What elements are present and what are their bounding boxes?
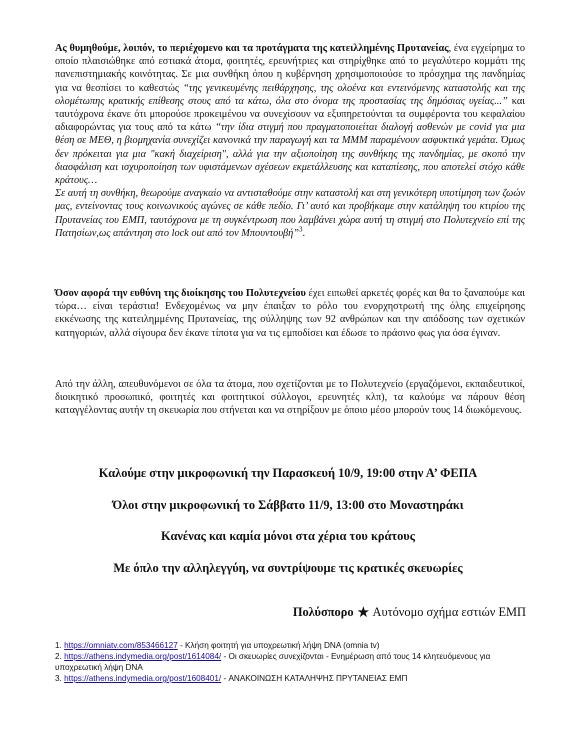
star-icon: ★ [356,605,371,621]
intro-text-a: , ένα εγχείρημα το οποίο πλαισιώθηκε από εστιακά άτομα, φοιτητές, ερευνήτριες και στηρίχθηκε από το μεγαλύτερο κομμάτι της πανεπιστημιακής κοινότητας. Σε μια συνθήκη όπου η κυβέρνηση χρησιμοποιούσε το πρόσχημα της πανδημίας για να θεσπίσει το καθεστώς [55,43,526,94]
call-solidarity: Με όπλο την αλληλεγγύη, να συντρίψουμε τις κρατικές σκευωρίες [113,561,463,575]
footnote-2 [55,652,530,673]
signature-rest: Αυτόνομο σχήμα εστιών ΕΜΠ [372,605,526,619]
footnote-ref-3: 3 [299,225,303,234]
intro-bold-lead: Ας θυμηθούμε, λοιπόν, το περιέχομενο και τα προτάγματα της κατειλλημένης Πρυτανείας [55,43,449,54]
footnote-link-1[interactable]: https://omniatv.com/853466127 [64,641,178,650]
intro-text-b: και ταυτόχρονα έκανε ότι μπορούσε προκειμένου να συνεχίσουν να εξυπηρετούνται τα συμφέροντα του κεφαλαίου αδιαφορώντας για τους από τα κάτω [55,95,525,134]
footnote-number: 2. [55,652,62,661]
responsibility-bold-lead: Όσον αφορά την ευθύνη της διοίκησης του Πολυτεχνείου [55,288,306,299]
footnote-link-2[interactable]: https://athens.indymedia.org/post/1614084/ [64,652,222,661]
appeal-text: Από την άλλη, απευθυνόμενοι σε όλα τα άτομα, που σχετίζονται με το Πολυτεχνείο (εργαζόμενοι, εκπαιδευτικοί, διοικητικό προσωπικό, φοιτητές και φοιτητικοί σύλλογοι, ερευνητές κλπ), τα καλούμε να πάρουν θέση καταγγέλοντας αυτήν τη σκευωρία που στήνεται και να στηρίξουν με όποιο μέσο μπορούν τους 14 διωκόμενους. [55,379,525,417]
signature [293,605,526,620]
call-saturday: Όλοι στην μικροφωνική το Σάββατο 11/9, 13:00 στο Μοναστηράκι [112,498,464,512]
call-nobody-alone: Κανένας και καμία μόνοι στα χέρια του κράτους [161,529,415,543]
paragraph-appeal [55,378,525,418]
footnote-1 [55,641,530,652]
intro-quote-3: Σε αυτή τη συνθήκη, θεωρούμε αναγκαίο να αντισταθούμε στην καταστολή και στη γενικότερη υποτίμηση των ζωών μας, εντείνοντας τους κοινωνικούς αγώνες σε κάθε πεδίο. Γι’ αυτό και προβήκαμε στην κατάληψη του κτιρίου της Πρυτανείας του ΕΜΠ, ταυτόχρονα με τη συγκέντρωση που λαμβάνει χώρα αυτή τη στιγμή στο Πολυτεχνείο επί της Πατησίων,ως απάντηση στο lock out από τον Μπουντουβή” [55,188,525,239]
footnote-desc-1: - Κλήση φοιτητή για υποχρεωτική λήψη DNA (omnia tv) [177,641,380,650]
responsibility-text: έχει ειπωθεί αρκετές φορές και θα το ξαναπούμε και τώρα… είναι τεράστια! Ενδεχομένως να μην έπαιξαν το ρόλο του ενορχηστρωτή της όλης επιχείρησης εκκένωσης της κατειλημμένης Πρυτανείας, της σύλληψης των 92 ανθρώπων και την απόδοσης των σχετικών κατηγοριών, αλλά σίγουρα δεν έκανε τίποτα για να τις εμποδίσει και έδωσε το πράσινο φως για όσα έγιναν. [55,288,525,339]
intro-quote-2: “την ίδια στιγμή που πραγματοποιείται διαλογή ασθενών με covid για μια θέση σε ΜΕΘ, η βιομηχανία συνεχίζει κανονικά την παραγωγή και τα ΜΜΜ παραμένουν ασφυκτικά γεμάτα. Όμως δεν πρόκειται για μια "κακή διαχείριση", αλλά για την αξιοποίηση της συνθήκης της πανδημίας, με σκοπό την διασφάλιση και ισχυροποίηση των υφιστάμενων σχέσεων εκμετάλλευσης και καταπίεσης, που αποτελεί στόχο κάθε κράτους… [55,122,525,187]
intro-quote-1: “της γενικευμένης πειθάρχησης, της ολοένα και εντεινόμενης καταστολής και της ολομέτωπης κρατικής επίθεσης στους από τα κάτω, όλα στο όνομα της προστασίας της δημόσιας υγείας...” [55,82,526,107]
intro-end: . [302,227,306,239]
footnote-desc-2: - Οι σκευωρίες συνεχίζονται - Ενημέρωση από τους 14 κλητευόμενους για υποχρεωτική λήψη DNA [55,652,491,672]
footnote-desc-3: - ΑΝΑΚΟΙΝΩΣΗ ΚΑΤΑΛΗΨΗΣ ΠΡΥΤΑΝΕΙΑΣ ΕΜΠ [221,674,408,683]
signature-bold: Πολύσπορο [292,605,354,619]
paragraph-responsibility [55,287,525,340]
footnote-link-3[interactable]: https://athens.indymedia.org/post/1608401/ [64,674,222,683]
footnote-number: 1. [55,641,62,650]
footnote-number: 3. [55,674,62,683]
call-friday: Καλούμε στην μικροφωνική την Παρασκευή 10/9, 19:00 στην Α’ ΦΕΠΑ [98,466,478,480]
paragraph-intro [55,42,525,240]
footnote-3 [55,674,530,685]
